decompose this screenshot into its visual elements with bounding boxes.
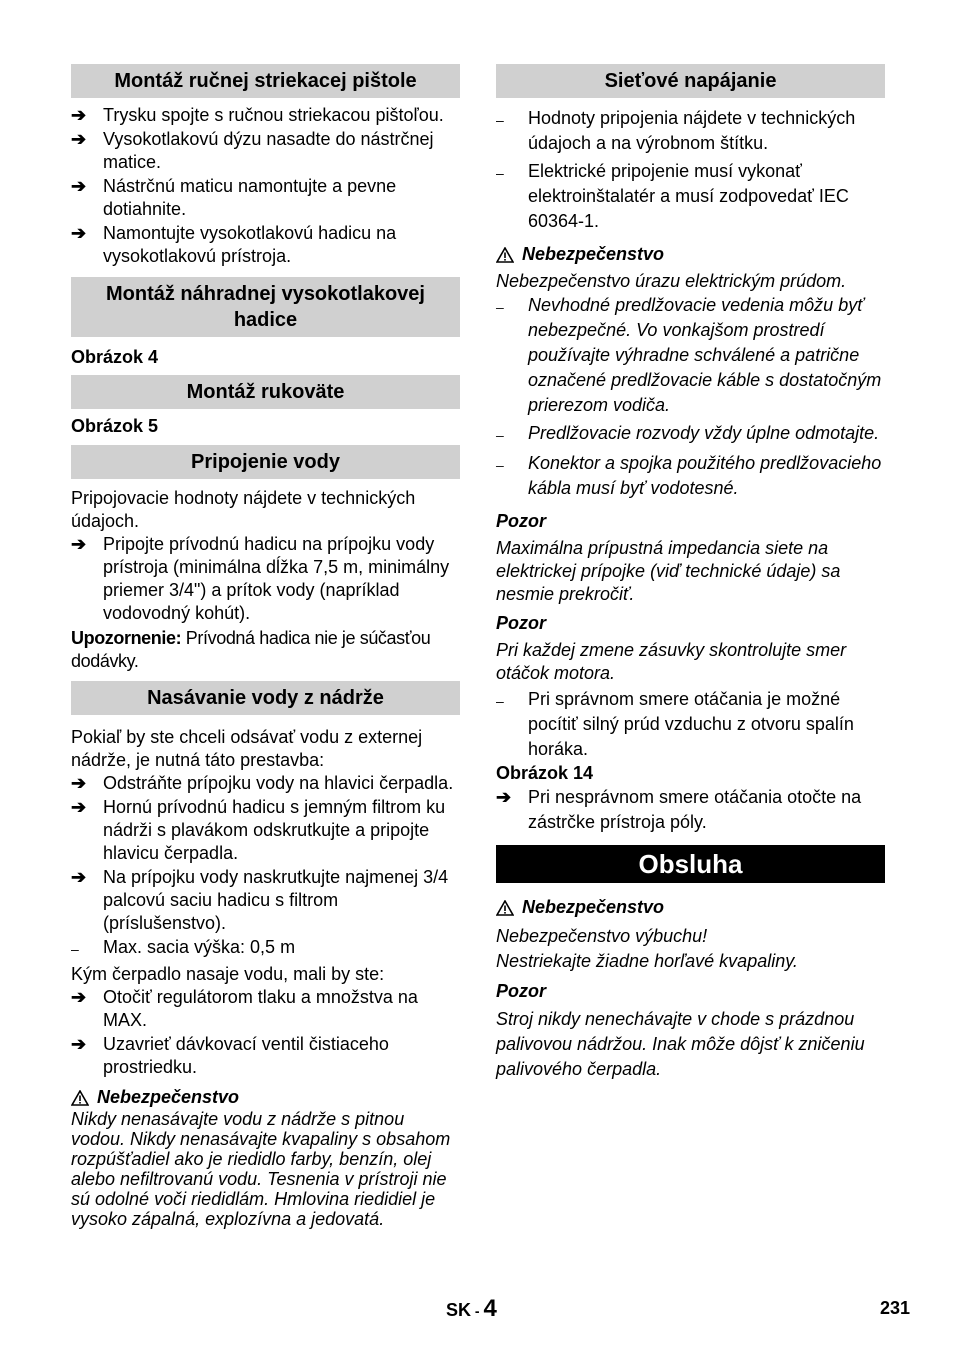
dash-bullet: – — [496, 165, 504, 181]
arrow-right-icon: ➔ — [496, 787, 512, 807]
dash-bullet: – — [496, 299, 504, 315]
list-item: ➔ Odstráňte prípojku vody na hlavici čerpadla. — [71, 773, 454, 793]
wrong-rotation-item: ➔ Pri nesprávnom smere otáčania otočte na zástrčke prístroja póly. — [496, 785, 885, 835]
warning-triangle-icon — [496, 247, 514, 263]
heading-water-connection: Pripojenie vody — [71, 445, 460, 479]
figure-4-label: Obrázok 4 — [71, 347, 159, 367]
caution-text-rotation: Pri každej zmene zásuvky skontrolujte smer otáčok motora. — [496, 640, 847, 683]
water-connection-intro: Pripojovacie hodnoty nájdete v technických údajoch. — [71, 488, 416, 531]
extension-cable-items — [496, 293, 885, 501]
danger-text-electric: Nebezpečenstvo úrazu elektrickým prúdom. — [496, 271, 847, 291]
before-priming-steps — [71, 986, 460, 1079]
arrow-right-icon: ➔ — [71, 867, 87, 887]
caution-heading-rotation: Pozor — [496, 613, 547, 633]
danger-heading-left: Nebezpečenstvo — [71, 1086, 460, 1109]
heading-tank-suction: Nasávanie vody z nádrže — [71, 681, 460, 715]
footer-page-number: 231 — [880, 1298, 911, 1318]
note-text: Prívodná hadica nie je súčasťou dodávky. — [71, 628, 431, 671]
before-priming-intro: Kým čerpadlo nasaje vodu, mali by ste: — [71, 964, 385, 984]
arrow-right-icon: ➔ — [71, 773, 87, 793]
list-item: – Nevhodné predlžovacie vedenia môžu byť nebezpečné. Vo vonkajšom prostredí používajte výhradne schválené a patrične označené predlžovacie káble s dostatočným prierezom vodiča. — [496, 293, 885, 418]
list-item: ➔ Na prípojku vody naskrutkujte najmenej 3/4 palcovú saciu hadicu s filtrom (príslušenstvo). — [71, 867, 449, 933]
heading-power-supply: Sieťové napájanie — [496, 64, 885, 98]
arrow-right-icon: ➔ — [71, 223, 87, 243]
heading-spray-gun: Montáž ručnej striekacej pištole — [71, 64, 460, 98]
power-supply-items — [496, 106, 885, 234]
list-item: ➔ Nástrčnú maticu namontujte a pevne dotiahnite. — [71, 176, 397, 219]
list-item: ➔ Pripojte prívodnú hadicu na prípojku vody prístroja (minimálna dĺžka 7,5 m, minimálny priemer 3/4") a prítok vody (napríklad vodovodný kohút). — [71, 534, 450, 623]
warning-triangle-icon — [71, 1090, 89, 1106]
caution-heading-fuel: Pozor — [496, 981, 547, 1001]
note-paragraph — [71, 627, 460, 673]
warning-triangle-icon — [496, 900, 514, 916]
left-column — [71, 64, 460, 1229]
caution-text-fuel: Stroj nikdy nenechávajte v chode s prázdnou palivovou nádržou. Inak môže dôjsť k zničeniu palivového čerpadla. — [496, 1009, 865, 1079]
dash-bullet: – — [496, 457, 504, 473]
list-item: – Predlžovacie rozvody vždy úplne odmotajte. — [496, 421, 885, 448]
list-item: – Hodnoty pripojenia nájdete v technických údajoch a na výrobnom štítku. — [496, 106, 885, 156]
list-item: ➔ Uzavrieť dávkovací ventil čistiaceho prostriedku. — [71, 1034, 389, 1077]
danger-heading-explosion: Nebezpečenstvo — [496, 896, 885, 919]
water-connection-steps — [71, 533, 460, 625]
arrow-right-icon: ➔ — [71, 534, 87, 554]
danger-text-explosion-1: Nebezpečenstvo výbuchu! — [496, 926, 708, 946]
dash-bullet: – — [71, 941, 79, 957]
footer-language-page: SK - 4 — [446, 1295, 497, 1322]
spray-gun-steps — [71, 104, 460, 268]
list-item: ➔ Otočiť regulátorom tlaku a množstva na MAX. — [71, 987, 418, 1030]
list-item: – Konektor a spojka použitého predlžovacieho kábla musí byť vodotesné. — [496, 451, 885, 501]
arrow-right-icon: ➔ — [71, 105, 87, 125]
danger-text-explosion-2: Nestriekajte žiadne horľavé kvapaliny. — [496, 951, 798, 971]
caution-text-impedance: Maximálna prípustná impedancia siete na elektrickej prípojke (viď technické údaje) sa nesmie prekročiť. — [496, 538, 841, 604]
arrow-right-icon: ➔ — [71, 129, 87, 149]
figure-5-label: Obrázok 5 — [71, 416, 159, 436]
dash-bullet: – — [496, 427, 504, 443]
list-item: – Elektrické pripojenie musí vykonať elektroinštalatér a musí zodpovedať IEC 60364-1. — [496, 159, 885, 234]
list-item: ➔ Hornú prívodnú hadicu s jemným filtrom ku nádrži s plavákom odskrutkujte a pripojte hlavicu čerpadla. — [71, 797, 446, 863]
danger-text-left: Nikdy nenasávajte vodu z nádrže s pitnou vodou. Nikdy nenasávajte kvapaliny s obsahom rozpúšťadiel ako je riedidlo farby, benzín, olej alebo nefiltrovanú vodu. Tesnenia v prístroji nie sú odolné voči riedidlám. Hmlovina riedidiel je vysoko zápalná, explozívna a jedovatá. — [71, 1109, 451, 1229]
heading-replacement-hose: Montáž náhradnej vysokotlakovej hadice — [71, 277, 460, 337]
right-column — [496, 64, 885, 1082]
note-label: Upozornenie: — [71, 628, 182, 648]
section-obsluha: Obsluha — [496, 845, 885, 883]
arrow-right-icon: ➔ — [71, 797, 87, 817]
list-item: ➔ Namontujte vysokotlakovú hadicu na vysokotlakovú prístroja. — [71, 223, 397, 266]
list-item: ➔ Vysokotlakovú dýzu nasadte do nástrčnej matice. — [71, 129, 434, 172]
figure-14-label: Obrázok 14 — [496, 763, 594, 783]
danger-heading-electric: Nebezpečenstvo — [496, 243, 885, 266]
arrow-right-icon: ➔ — [71, 987, 87, 1007]
dash-bullet: – — [496, 693, 504, 709]
correct-rotation-item: – Pri správnom smere otáčania je možné pocítiť silný prúd vzduchu z otvoru spalín horáka. — [496, 687, 885, 762]
caution-heading-impedance: Pozor — [496, 511, 547, 531]
arrow-right-icon: ➔ — [71, 176, 87, 196]
tank-suction-intro: Pokiaľ by ste chceli odsávať vodu z externej nádrže, je nutná táto prestavba: — [71, 727, 423, 770]
list-item: ➔ Trysku spojte s ručnou striekacou pištoľou. — [71, 105, 444, 125]
tank-suction-steps — [71, 772, 460, 935]
arrow-right-icon: ➔ — [71, 1034, 87, 1054]
max-suction-item: – Max. sacia výška: 0,5 m — [71, 936, 460, 961]
dash-bullet: – — [496, 112, 504, 128]
heading-handle: Montáž rukoväte — [71, 375, 460, 409]
